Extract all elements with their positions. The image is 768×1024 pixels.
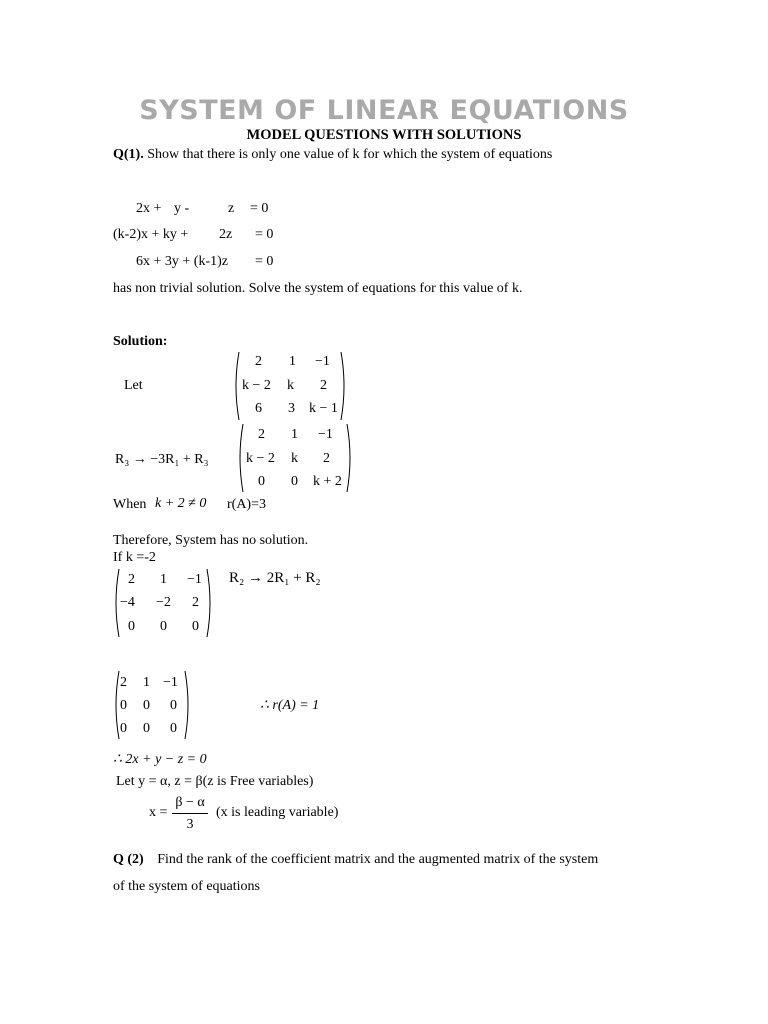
when-label: When [113,497,147,512]
matrix-k-substituted [112,568,214,638]
reduced-equation: ∴ 2x + y − z = 0 [113,752,207,767]
matrix-cell: 0 [143,721,150,736]
matrix-cell: k + 2 [313,474,342,489]
matrix-cell: −1 [318,427,333,442]
page-subtitle: MODEL QUESTIONS WITH SOLUTIONS [246,127,522,143]
fraction-denominator: 3 [186,817,194,832]
solution-label: Solution: [113,334,168,349]
rank-one: ∴ r(A) = 1 [260,698,320,713]
matrix-cell: 2 [258,427,265,442]
rank-three: r(A)=3 [227,497,266,512]
matrix-cell: 2 [192,595,199,610]
matrix-reduced-1 [236,423,356,493]
fraction-bar [172,813,208,814]
question-2 [113,853,598,867]
matrix-cell: 0 [170,721,177,736]
matrix-cell: 1 [160,572,167,587]
question-2-text-cont: of the system of equations [113,879,260,894]
matrix-cell: k [291,451,298,466]
question-1 [113,148,552,162]
right-paren [346,423,354,493]
question-1-after: has non trivial solution. Solve the system of equations for this value of k. [113,281,523,296]
matrix-coefficient [232,351,352,421]
left-paren [236,423,244,493]
row-operation-2: R₂ → 2R₁ + R₂ [229,570,321,586]
matrix-cell: k − 1 [309,401,338,416]
matrix-cell: 2 [255,354,262,369]
question-1-label: Q(1). [113,147,144,162]
matrix-cell: 1 [289,354,296,369]
eq2-rhs: = 0 [255,227,274,242]
left-paren [112,568,120,638]
matrix-cell: −1 [163,675,178,690]
matrix-cell: k − 2 [246,451,275,466]
matrix-cell: −2 [156,595,171,610]
matrix-cell: 3 [288,401,295,416]
fraction-numerator: β − α [175,795,205,810]
matrix-cell: 2 [320,378,327,393]
free-variables-note: (z is Free variables) [202,774,314,789]
eq1-term-3: z [228,201,235,216]
matrix-cell: 0 [128,619,135,634]
let-label: Let [124,378,143,393]
let-variables [116,775,313,789]
matrix-cell: 2 [128,572,135,587]
matrix-cell: −1 [315,354,330,369]
matrix-echelon [112,670,192,740]
matrix-cell: 0 [120,698,127,713]
right-paren [340,351,348,421]
left-paren [112,670,120,740]
matrix-cell: 1 [291,427,298,442]
variable-assignment: Let y = α, z = β [116,774,203,789]
matrix-cell: −1 [187,572,202,587]
eq1-rhs: = 0 [250,201,269,216]
matrix-cell: 0 [291,474,298,489]
matrix-cell: 0 [160,619,167,634]
question-1-text: Show that there is only one value of k for which the system of equations [147,147,553,162]
matrix-cell: 2 [323,451,330,466]
leading-variable-note: (x is leading variable) [216,805,339,820]
left-paren [232,351,240,421]
matrix-cell: 2 [120,675,127,690]
matrix-cell: 0 [170,698,177,713]
matrix-cell: 0 [192,619,199,634]
right-paren [184,670,192,740]
matrix-cell: −4 [120,595,135,610]
condition: k + 2 ≠ 0 [155,496,207,511]
matrix-cell: 6 [255,401,262,416]
eq2-term-1: (k-2)x + ky + [113,227,189,242]
matrix-cell: 0 [143,698,150,713]
eq3-term-1: 6x + 3y + (k-1)z [136,254,228,269]
eq1-term-1: 2x + [136,201,162,216]
right-paren [206,568,214,638]
eq1-term-2: y - [174,201,190,216]
row-operation-1: R₃ → −3R₁ + R₃ [115,452,209,467]
matrix-cell: 1 [143,675,150,690]
matrix-cell: k − 2 [242,378,271,393]
matrix-cell: 0 [120,721,127,736]
no-solution-text: Therefore, System has no solution. [113,533,309,548]
matrix-cell: k [287,378,294,393]
if-k-text: If k =-2 [113,550,156,565]
eq2-term-2: 2z [219,227,233,242]
x-equals: x = [149,805,168,820]
question-2-text: Find the rank of the coefficient matrix and the augmented matrix of the system [157,852,599,867]
matrix-cell: 0 [258,474,265,489]
page-title: SYSTEM OF LINEAR EQUATIONS [139,95,629,126]
question-2-label: Q (2) [113,852,144,867]
eq3-rhs: = 0 [255,254,274,269]
